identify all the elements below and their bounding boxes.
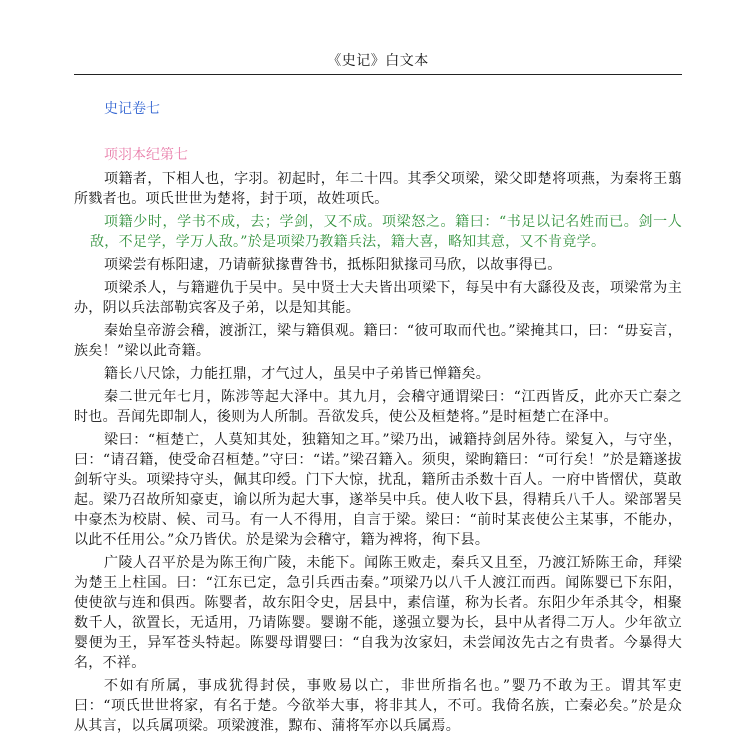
document-body [74, 98, 682, 739]
paragraph: 梁曰：“桓楚亡，人莫知其处，独籍知之耳。”梁乃出，诫籍持剑居外待。梁复入，与守坐，曰：“请召籍，使受命召桓楚。”守曰：“诺。”梁召籍入。须臾，梁眴籍曰：“可行矣！”於是籍遂拔剑斩守头。项梁持守头，佩其印绶。门下大惊，扰乱，籍所击杀数十百人。一府中皆慴伏，莫敢起。梁乃召故所知豪吏，谕以所为起大事，遂举吴中兵。使人收下县，得精兵八千人。梁部署吴中豪杰为校尉、候、司马。有一人不得用，自言于梁。梁曰：“前时某丧使公主某事，不能办，以此不任用公。”众乃皆伏。於是梁为会稽守，籍为裨将，徇下县。 [74, 432, 682, 548]
paragraph: 籍长八尺馀，力能扛鼎，才气过人，虽吴中子弟皆已惮籍矣。 [104, 366, 491, 382]
paragraph-list [74, 169, 682, 736]
chapter-title: 项羽本纪第七 [104, 147, 188, 163]
paragraph: 项籍者，下相人也，字羽。初起时，年二十四。其季父项梁，梁父即楚将项燕，为秦将王翦所戮者也。项氏世世为楚将，封于项，故姓项氏。 [74, 171, 682, 207]
paragraph: 广陵人召平於是为陈王徇广陵，未能下。闻陈王败走，秦兵又且至，乃渡江矫陈王命，拜梁为楚王上柱国。曰：“江东已定，急引兵西击秦。”项梁乃以八千人渡江而西。闻陈婴已下东阳，使使欲与连和俱西。陈婴者，故东阳令史，居县中，素信谨，称为长者。东阳少年杀其令，相聚数千人，欲置长，无适用，乃请陈婴。婴谢不能，遂强立婴为长，县中从者得二万人。少年欲立婴便为王，异军苍头特起。陈婴母谓婴曰：“自我为汝家妇，未尝闻汝先古之有贵者。今暴得大名，不祥。 [74, 555, 682, 671]
quote-paragraph: 项籍少时，学书不成，去；学剑，又不成。项梁怒之。籍曰：“书足以记名姓而已。剑一人敌，不足学，学万人敌。”於是项梁乃教籍兵法，籍大喜，略知其意，又不肯竟学。 [90, 214, 682, 250]
paragraph: 秦二世元年七月，陈涉等起大泽中。其九月，会稽守通谓梁曰：“江西皆反，此亦天亡秦之时也。吾闻先即制人，後则为人所制。吾欲发兵，使公及桓楚将。”是时桓楚亡在泽中。 [74, 389, 682, 425]
paragraph: 秦始皇帝游会稽，渡浙江，梁与籍俱观。籍曰：“彼可取而代也。”梁掩其口，曰：“毋妄言，族矣！”梁以此奇籍。 [74, 323, 682, 359]
paragraph: 不如有所属，事成犹得封侯，事败易以亡，非世所指名也。”婴乃不敢为王。谓其军吏曰：“项氏世世将家，有名于楚。今欲举大事，将非其人，不可。我倚名族，亡秦必矣。”於是众从其言，以兵属项梁。项梁渡淮，黥布、蒲将军亦以兵属焉。 [74, 678, 682, 734]
paragraph: 项梁杀人，与籍避仇于吴中。吴中贤士大夫皆出项梁下，每吴中有大繇役及丧，项梁常为主办，阴以兵法部勒宾客及子弟，以是知其能。 [74, 280, 682, 316]
volume-title: 史记卷七 [104, 101, 160, 117]
page-header [74, 0, 682, 75]
paragraph: 项梁尝有栎阳逮，乃请蕲狱掾曹咎书，抵栎阳狱掾司马欣，以故事得已。 [104, 257, 562, 273]
page-header-title: 《史记》白文本 [327, 53, 429, 69]
